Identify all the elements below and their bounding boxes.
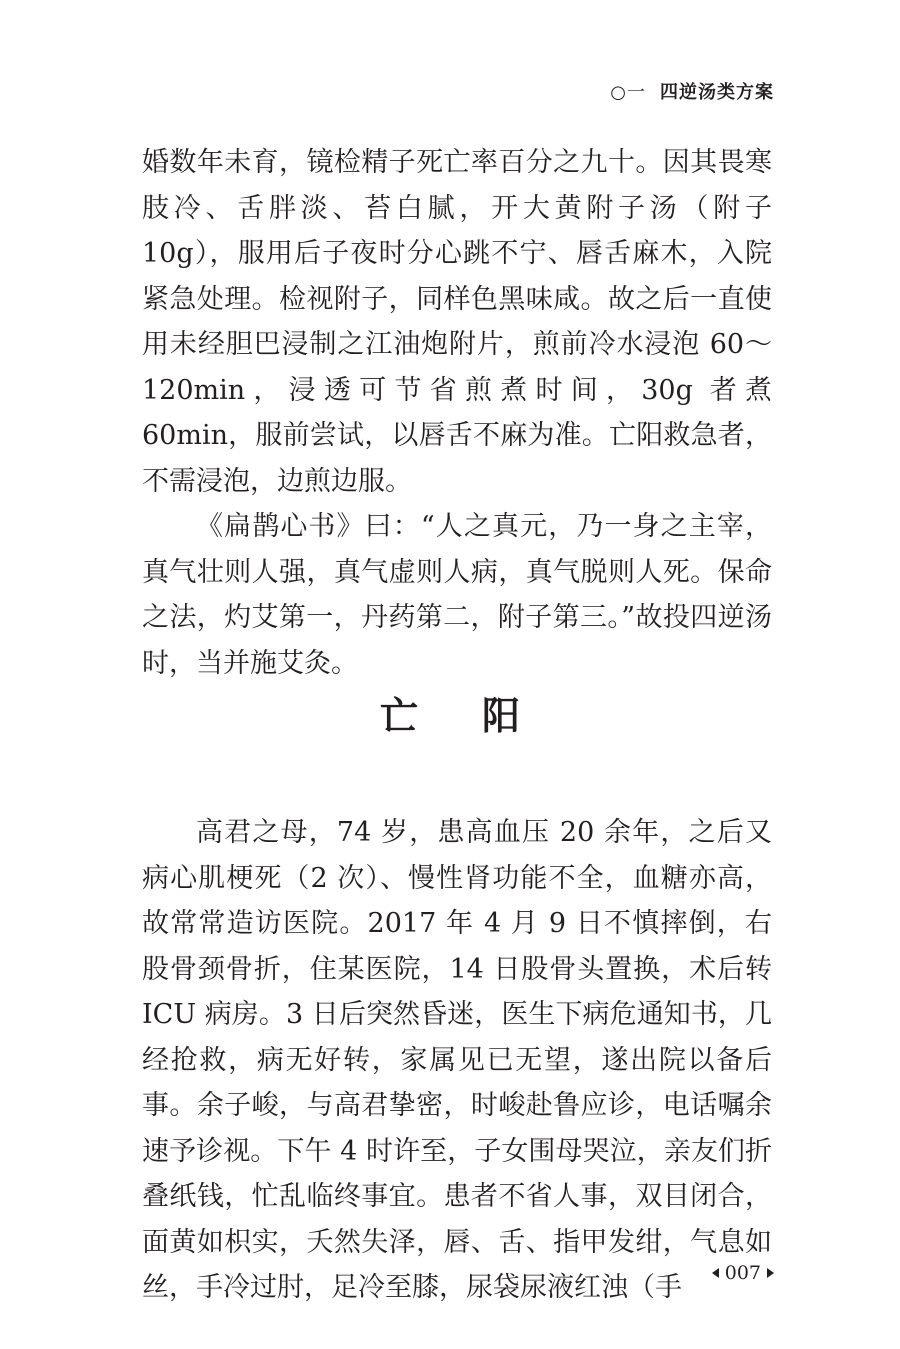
chapter-number: ○一 — [610, 82, 646, 103]
paragraph-quote: 《扁鹊心书》曰：“人之真元，乃一身之主宰，真气壮则人强，真气虚则人病，真气脱则人死。保命之法，灼艾第一，丹药第二，附子第三。”故投四逆汤时，当并施艾灸。 — [142, 511, 772, 679]
top-text-block — [142, 140, 772, 686]
triangle-left-icon — [712, 1268, 719, 1278]
triangle-right-icon — [767, 1268, 774, 1278]
page-footer — [712, 1262, 774, 1284]
paragraph-case: 高君之母，74 岁，患高血压 20 余年，之后又病心肌梗死（2 次）、慢性肾功能不全，血糖亦高，故常常造访医院。2017 年 4 月 9 日不慎摔倒，右股骨颈骨折，住某医院，14 日股骨头置换，术后转 ICU 病房。3 日后突然昏迷，医生下病危通知书，几经抢救，病无好转，家属见已无望，遂出院以备后事。余子峻，与高君挚密，时峻赴鲁应诊，电话嘱余速予诊视。下午 4 时许至，子女围母哭泣，亲友们折叠纸钱，忙乱临终事宜。患者不省人事，双目闭合，面黄如枳实，夭然失泽，唇、舌、指甲发绀，气息如丝，手冷过肘，足冷至膝，尿袋尿液红浊（手 — [142, 817, 772, 1303]
paragraph-continued: 婚数年未育，镜检精子死亡率百分之九十。因其畏寒肢冷、舌胖淡、苔白腻，开大黄附子汤（附子 10g），服用后子夜时分心跳不宁、唇舌麻木，入院紧急处理。检视附子，同样色黑味咸。故之后一直使用未经胆巴浸制之江油炮附片，煎前冷水浸泡 60～120min，浸透可节省煎煮时间，30g 者煮 60min，服前尝试，以唇舌不麻为准。亡阳救急者，不需浸泡，边煎边服。 — [142, 147, 772, 497]
bottom-text-block — [142, 810, 772, 1311]
section-title: 亡阳 — [379, 693, 584, 738]
chapter-title: 四逆汤类方案 — [660, 82, 774, 103]
running-header — [610, 78, 774, 104]
page-number: 007 — [724, 1262, 761, 1284]
